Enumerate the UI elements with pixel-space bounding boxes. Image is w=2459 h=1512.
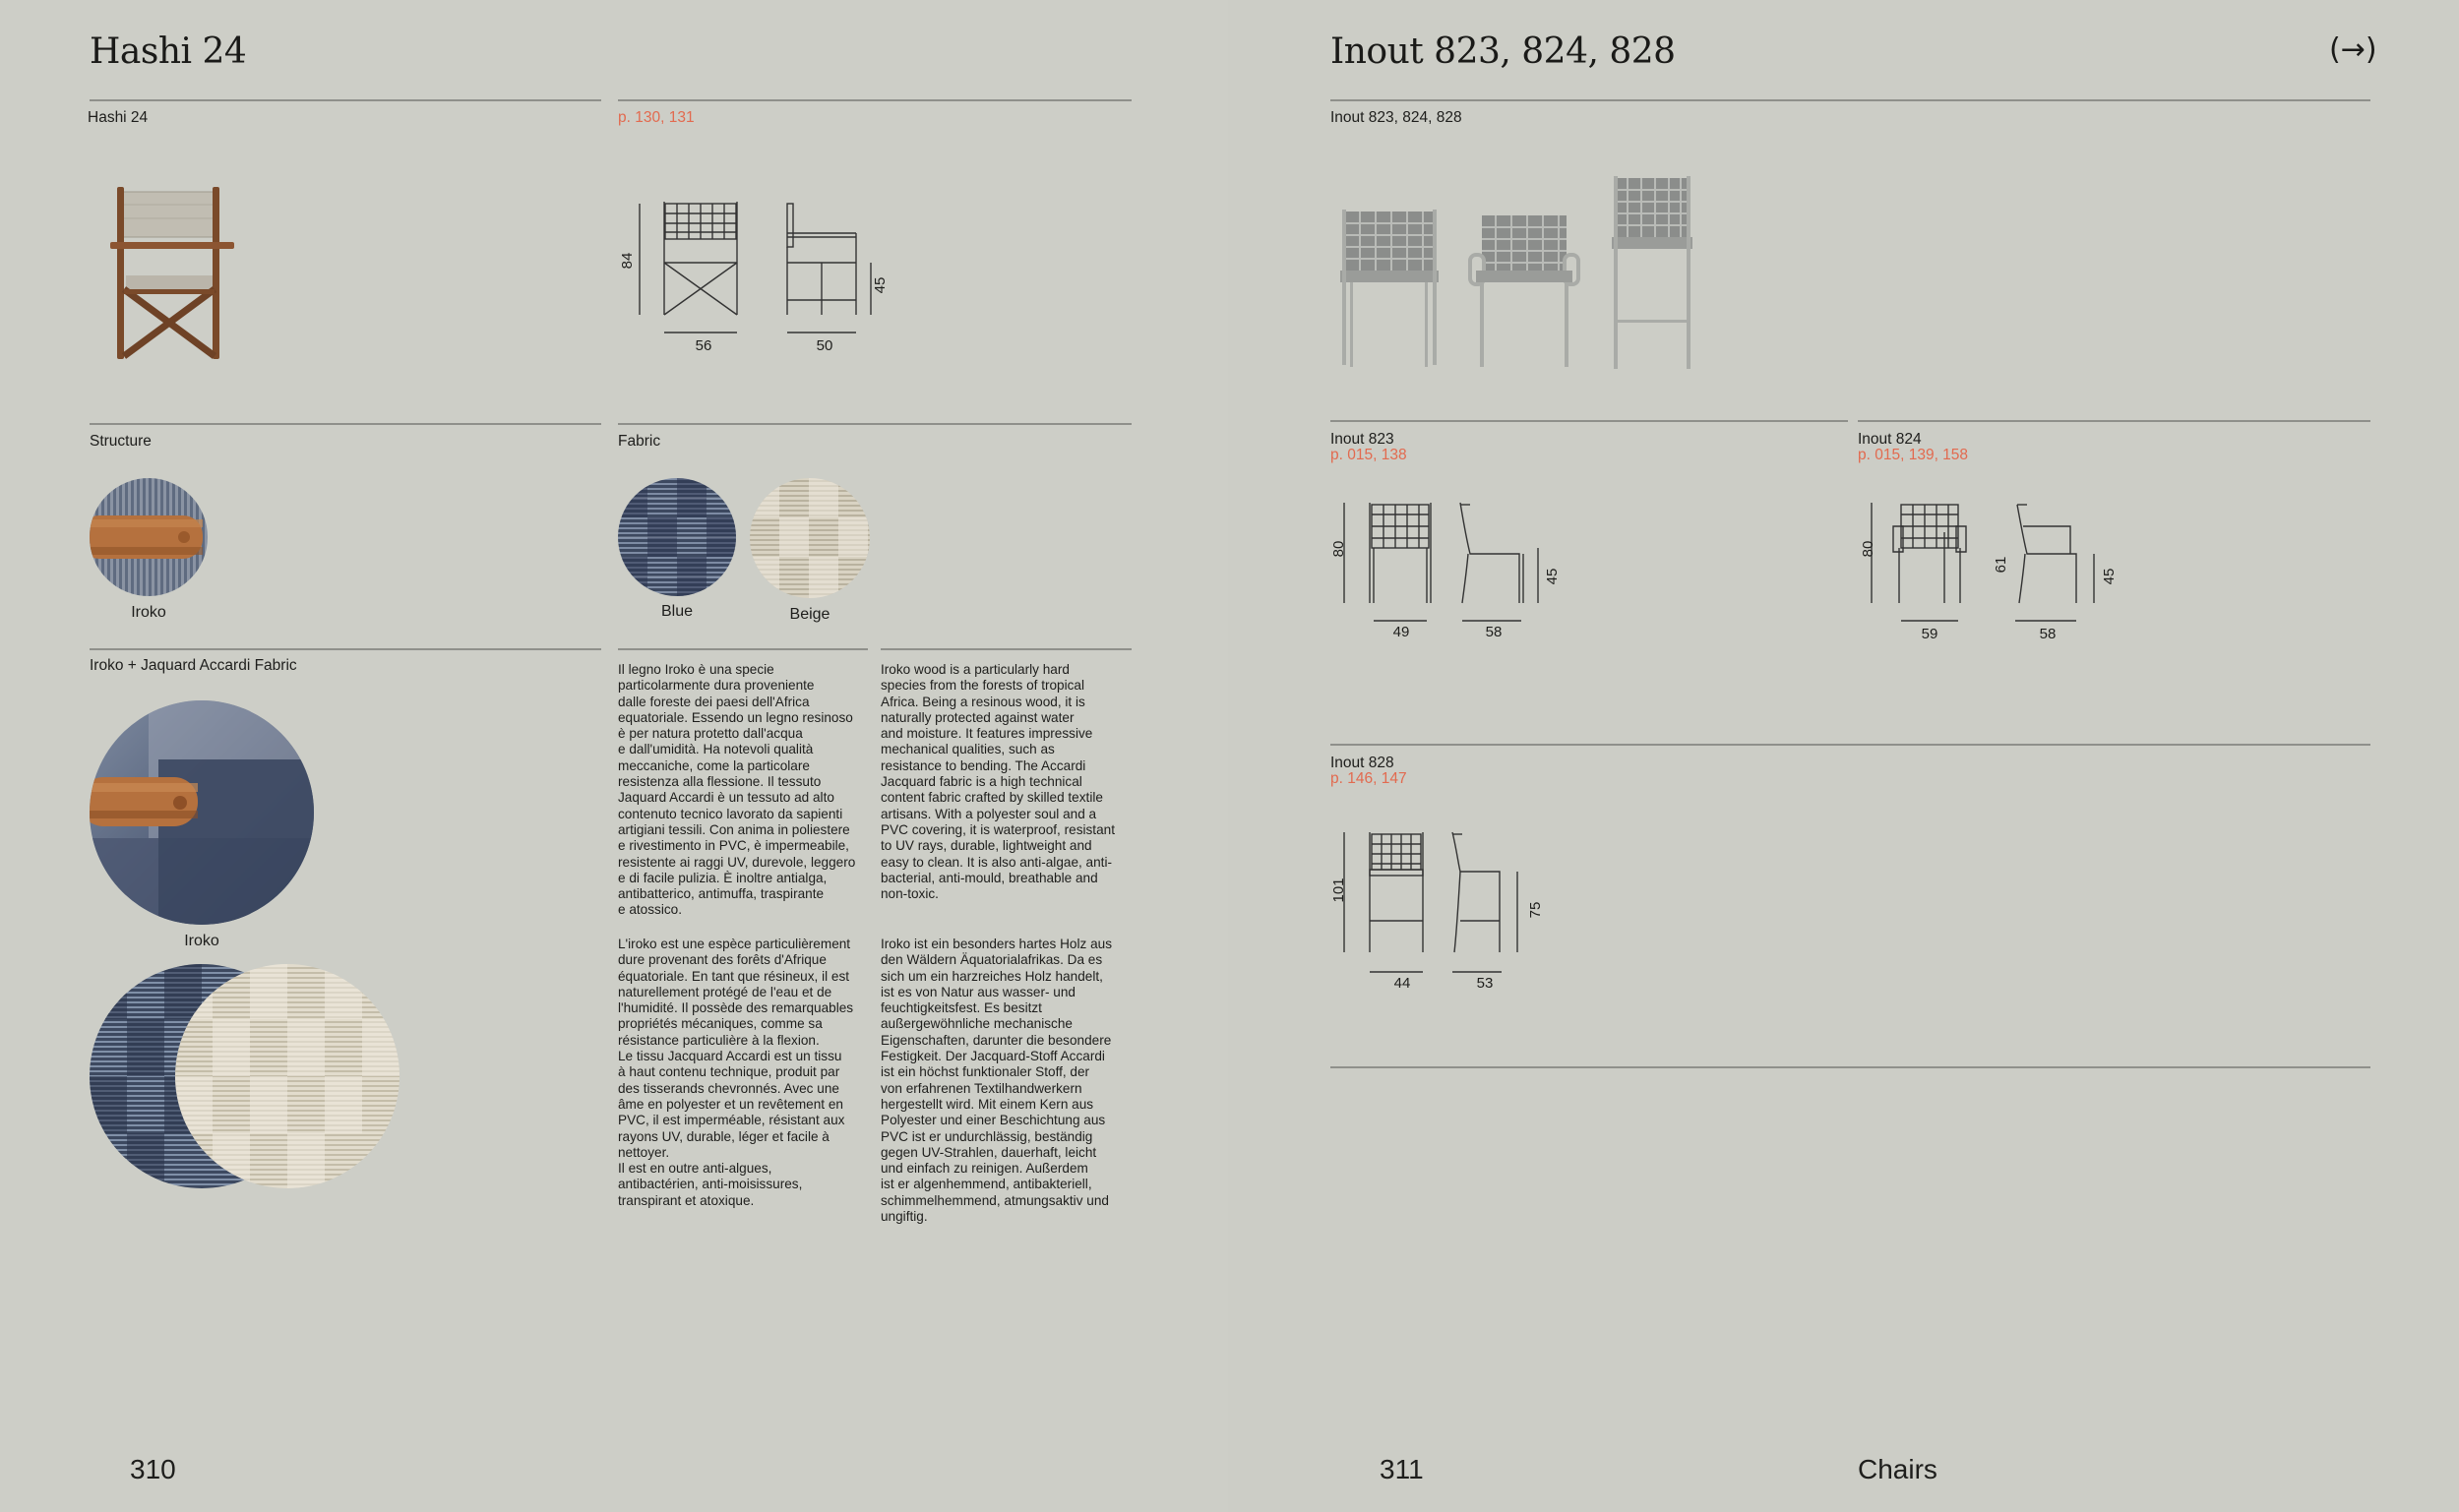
detail-caption: Iroko: [184, 933, 219, 949]
inout-828-photo: [1612, 176, 1692, 369]
beige-fabric-swatch[interactable]: [750, 478, 870, 598]
left-page: [0, 0, 1228, 1512]
swatch-caption-beige: Beige: [789, 606, 830, 623]
divider: [881, 648, 1132, 650]
dim-823-width: 49: [1392, 624, 1410, 640]
inout-824-photo: [1470, 215, 1578, 367]
dim-height: 84: [619, 252, 636, 270]
iroko-swatch[interactable]: [90, 478, 208, 596]
divider: [90, 648, 601, 650]
swatch-caption-iroko: Iroko: [131, 604, 166, 621]
page-title: Inout 823, 824, 828: [1330, 31, 1676, 72]
model-name-824: Inout 824: [1858, 431, 1922, 448]
page-reference-link[interactable]: p. 130, 131: [618, 109, 695, 126]
divider: [1330, 1066, 2370, 1068]
blue-weave-pattern: [618, 478, 736, 596]
section-name: Chairs: [1858, 1454, 1937, 1484]
dim-824-height: 80: [1860, 540, 1876, 558]
beige-fabric-pattern: [175, 964, 400, 1188]
combination-label: Iroko + Jaquard Accardi Fabric: [90, 657, 297, 674]
divider: [90, 423, 601, 425]
dim-823-depth: 58: [1485, 624, 1503, 640]
dim-824-arm: 61: [1993, 556, 2009, 574]
dim-seat: 45: [872, 276, 889, 294]
text-italian: Il legno Iroko è una specie particolarmente dura proveniente dalle foreste dei paesi dell'Africa equatoriale. Essendo un legno resinoso è per natura protetto dall'acqua e dall'umidità. Ha notevoli qualità meccaniche, come la particolare resistenza alla flessione. Il tessuto Jaquard Accardi è un tessuto ad alto contenuto tecnico lavorato da sapienti artigiani tessili. Con anima in poliestere e rivestimento in PVC, è impermeabile, resistente ai raggi UV, durevole, leggero e di facile pulizia. È inoltre antialga, antibatterico, antimuffa, traspirante e atossico.: [618, 662, 856, 918]
dim-823-height: 80: [1330, 540, 1347, 558]
divider: [618, 648, 868, 650]
dim-828-width: 44: [1393, 975, 1411, 992]
right-page: [1228, 0, 2459, 1512]
product-label: Hashi 24: [88, 109, 149, 126]
hashi-24-chair-photo: [108, 187, 236, 364]
page-reference-824[interactable]: p. 015, 139, 158: [1858, 447, 1969, 463]
iroko-fabric-detail: [90, 700, 314, 925]
dim-828-depth: 53: [1476, 975, 1494, 992]
dim-824-width: 59: [1921, 626, 1938, 642]
dim-828-seat: 75: [1527, 901, 1544, 919]
dim-828-height: 101: [1330, 877, 1347, 903]
inout-chairs-photo: [1330, 172, 1724, 379]
page-title: Hashi 24: [90, 31, 247, 72]
divider: [618, 423, 1132, 425]
page-number: 310: [130, 1454, 176, 1484]
model-name-828: Inout 828: [1330, 755, 1394, 771]
inout-823-photo: [1340, 210, 1439, 367]
structure-label: Structure: [90, 433, 152, 450]
divider: [1858, 420, 2370, 422]
dim-823-seat: 45: [1544, 568, 1561, 585]
dim-824-depth: 58: [2039, 626, 2057, 642]
beige-weave-pattern: [750, 478, 870, 598]
blue-fabric-swatch[interactable]: [618, 478, 736, 596]
fabric-label: Fabric: [618, 433, 661, 450]
iroko-wood-detail: [90, 478, 208, 596]
dim-depth: 50: [816, 337, 833, 354]
next-arrow-button[interactable]: (→): [2329, 32, 2377, 67]
divider: [1330, 420, 1848, 422]
page-number: 311: [1380, 1454, 1424, 1484]
text-german: Iroko ist ein besonders hartes Holz aus den Wäldern Äquatorialafrikas. Da es sich um ein harzreiches Holz handelt, ist es von Natur aus wasser- und feuchtigkeitsfest. Es besitzt außergewöhnliche mechanische Eigenschaften, darunter die besondere Festigkeit. Der Jacquard-Stoff Accardi ist ein höchst funktionaler Stoff, der von erfahrenen Textilhandwerkern hergestellt wird. Mit einem Kern aus Polyester und einer Beschichtung aus PVC ist er undurchlässig, beständig gegen UV-Strahlen, dauerhaft, leicht und einfach zu reinigen. Außerdem ist er algenhemmend, antibakteriell, schimmelhemmend, atmungsaktiv und ungiftig.: [881, 937, 1112, 1225]
divider: [1330, 99, 2370, 101]
inout-824-drawing: [1858, 497, 2123, 635]
product-label: Inout 823, 824, 828: [1330, 109, 1462, 126]
page-reference-823[interactable]: p. 015, 138: [1330, 447, 1407, 463]
text-french: L'iroko est une espèce particulièrement dure provenant des forêts d'Afrique équatoriale. En tant que résineux, il est naturellement protégé de l'eau et de l'humidité. Il possède des remarquables propriétés mécaniques, comme sa résistance particulière à la flexion. Le tissu Jacquard Accardi est un tissu à haut contenu technique, produit par des tisserands chevronnés. Avec une âme en polyester et un revêtement en PVC, il est imperméable, résistant aux rayons UV, durable, léger et facile à nettoyer. Il est en outre anti-algues, antibactérien, anti-moisissures, transpirant et atoxique.: [618, 937, 854, 1208]
divider: [1330, 744, 2370, 746]
swatch-caption-blue: Blue: [660, 603, 694, 620]
divider: [90, 99, 601, 101]
text-english: Iroko wood is a particularly hard species from the forests of tropical Africa. Being a resinous wood, it is naturally protected against water and moisture. It features impressive mechanical qualities, such as resistance to bending. The Accardi Jacquard fabric is a high technical content fabric crafted by skilled textile artisans. With a polyester soul and a PVC covering, it is waterproof, resistant to UV rays, durable, lightweight and easy to clean. It is also anti-algae, anti- bacterial, anti-mould, breathable and non-toxic.: [881, 662, 1115, 902]
dim-width: 56: [695, 337, 712, 354]
model-name-823: Inout 823: [1330, 431, 1394, 448]
iroko-fabric-detail-photo: [90, 700, 314, 925]
page-reference-828[interactable]: p. 146, 147: [1330, 770, 1407, 787]
dim-824-seat: 45: [2101, 568, 2118, 585]
divider: [618, 99, 1132, 101]
beige-fabric-large: [175, 964, 400, 1188]
